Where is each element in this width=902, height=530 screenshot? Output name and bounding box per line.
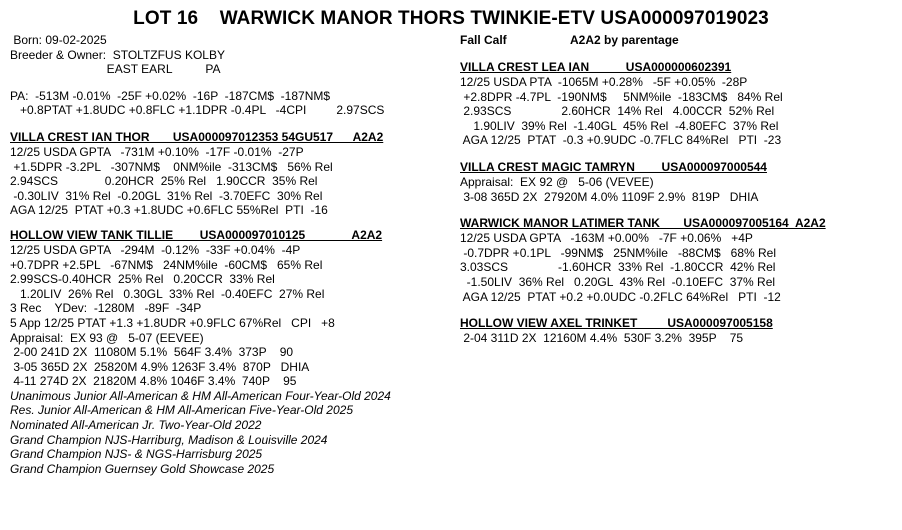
dam-of-dam-line: 2-04 311D 2X 12160M 4.4% 530F 3.2% 395P 75: [460, 331, 744, 346]
dam-line: 2-00 241D 2X 11080M 5.1% 564F 3.4% 373P 90: [10, 345, 294, 360]
sire-line: 12/25 USDA GPTA -731M +0.10% -17F -0.01% -27P: [10, 144, 304, 159]
parent-average-line-1: PA: -513M -0.01% -25F +0.02% -16P -187CM$ -187NM$: [10, 88, 331, 103]
honor-line: Res. Junior All-American & HM All-American Five-Year-Old 2025: [10, 403, 354, 418]
sire-line: 2.94SCS 0.20HCR 25% Rel 1.90CCR 35% Rel: [10, 174, 318, 189]
dam-of-sire-line: Appraisal: EX 92 @ 5-06 (VEVEE): [460, 174, 654, 189]
breeder-location: EAST EARL PA: [10, 62, 221, 77]
sire-of-sire-line: 2.93SCS 2.60HCR 14% Rel 4.00CCR 52% Rel: [460, 104, 775, 119]
dam-line: 2.99SCS-0.40HCR 25% Rel 0.20CCR 33% Rel: [10, 272, 275, 287]
fall-calf-label: Fall Calf: [460, 33, 507, 47]
sire-line: -0.30LIV 31% Rel -0.20GL 31% Rel -3.70EFC 30% Rel: [10, 188, 323, 203]
dam-line: 5 App 12/25 PTAT +1.3 +1.8UDR +0.9FLC 67%Rel CPI +8: [10, 315, 335, 330]
sire-of-sire-line: +2.8DPR -4.7PL -190NM$ 5NM%ile -183CM$ 84% Rel: [460, 89, 783, 104]
a2-status: A2A2 by parentage: [570, 33, 679, 47]
sire-of-dam-line: 12/25 USDA GPTA -163M +0.00% -7F +0.06% +4P: [460, 231, 753, 246]
right-column: [460, 33, 900, 346]
lot-title: LOT 16 WARWICK MANOR THORS TWINKIE-ETV USA000097019023: [133, 8, 769, 29]
dam-line: 1.20LIV 26% Rel 0.30GL 33% Rel -0.40EFC 27% Rel: [10, 286, 325, 301]
sire-of-dam-line: 3.03SCS -1.60HCR 33% Rel -1.80CCR 42% Rel: [460, 260, 776, 275]
sire-of-dam-line: -1.50LIV 36% Rel 0.20GL 43% Rel -0.10EFC 37% Rel: [460, 274, 776, 289]
honor-line: Unanimous Junior All-American & HM All-American Four-Year-Old 2024: [10, 388, 391, 403]
breeder-owner: Breeder & Owner: STOLTZFUS KOLBY: [10, 47, 225, 62]
honor-line: Grand Champion NJS-Harriburg, Madison & Louisville 2024: [10, 432, 328, 447]
dam-of-sire-line: 3-08 365D 2X 27920M 4.0% 1109F 2.9% 819P DHIA: [460, 189, 759, 204]
parent-average-line-2: +0.8PTAT +1.8UDC +0.8FLC +1.1DPR -0.4PL -4CPI 2.97SCS: [10, 103, 385, 118]
dam-line: 12/25 USDA GPTA -294M -0.12% -33F +0.04% -4P: [10, 242, 301, 257]
dam-line: 4-11 274D 2X 21820M 4.8% 1046F 3.4% 740P 95: [10, 374, 297, 389]
left-column: [10, 33, 450, 476]
sire-of-dam-line: -0.7DPR +0.1PL -99NM$ 25NM%ile -88CM$ 68% Rel: [460, 245, 777, 260]
dam-line: 3 Rec YDev: -1280M -89F -34P: [10, 301, 202, 316]
dam-of-dam-header: HOLLOW VIEW AXEL TRINKET USA000097005158: [460, 316, 773, 331]
dam-of-sire-header: VILLA CREST MAGIC TAMRYN USA000097000544: [460, 159, 767, 174]
sire-line: AGA 12/25 PTAT +0.3 +1.8UDC +0.6FLC 55%Rel PTI -16: [10, 203, 328, 218]
sire-of-sire-line: 1.90LIV 39% Rel -1.40GL 45% Rel -4.80EFC 37% Rel: [460, 118, 779, 133]
sire-line: +1.5DPR -3.2PL -307NM$ 0NM%ile -313CM$ 56% Rel: [10, 159, 333, 174]
dam-line: Appraisal: EX 93 @ 5-07 (EEVEE): [10, 330, 204, 345]
honor-line: Nominated All-American Jr. Two-Year-Old 2022: [10, 418, 262, 433]
sire-of-dam-header: WARWICK MANOR LATIMER TANK USA000097005164 A2A2: [460, 216, 826, 231]
dam-header: HOLLOW VIEW TANK TILLIE USA000097010125 A2A2: [10, 227, 383, 242]
dam-line: +0.7DPR +2.5PL -67NM$ 24NM%ile -60CM$ 65% Rel: [10, 257, 323, 272]
sire-of-sire-line: 12/25 USDA PTA -1065M +0.28% -5F +0.05% -28P: [460, 75, 748, 89]
calf-class-row: [460, 33, 900, 48]
honor-line: Grand Champion Guernsey Gold Showcase 2025: [10, 461, 275, 476]
honor-line: Grand Champion NJS- & NGS-Harrisburg 2025: [10, 447, 263, 462]
dam-line: 3-05 365D 2X 25820M 4.9% 1263F 3.4% 870P DHIA: [10, 359, 310, 374]
sire-header: VILLA CREST IAN THOR USA000097012353 54GU517 A2A2: [10, 129, 384, 144]
sire-of-dam-line: AGA 12/25 PTAT +0.2 +0.0UDC -0.2FLC 64%Rel PTI -12: [460, 289, 781, 304]
sire-of-sire-line: AGA 12/25 PTAT -0.3 +0.9UDC -0.7FLC 84%Rel PTI -23: [460, 133, 782, 148]
sire-of-sire-header: VILLA CREST LEA IAN USA000000602391: [460, 60, 732, 74]
birth-date: Born: 09-02-2025: [10, 33, 107, 47]
